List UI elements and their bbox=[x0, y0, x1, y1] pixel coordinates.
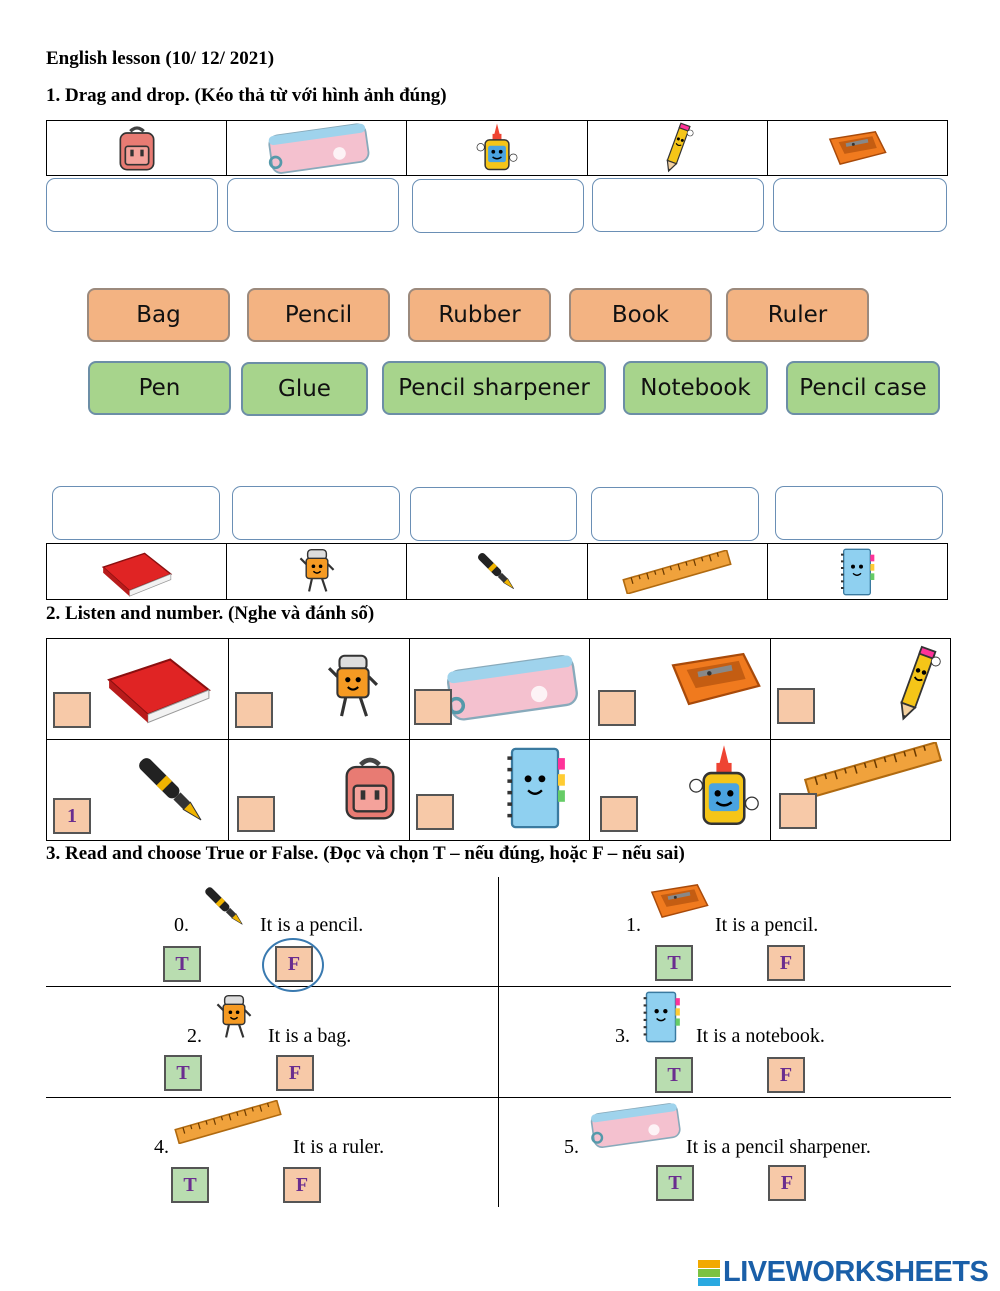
listen-number-grid bbox=[46, 638, 951, 841]
image-cell bbox=[47, 121, 227, 175]
drop-zone-top-4[interactable] bbox=[592, 178, 764, 232]
image-cell bbox=[768, 121, 947, 175]
word-chip-book[interactable]: Book bbox=[569, 288, 712, 342]
number-box[interactable] bbox=[598, 690, 636, 726]
question-number: 1. bbox=[626, 914, 641, 936]
ruler-icon bbox=[172, 1100, 284, 1144]
bottom-image-row bbox=[46, 543, 948, 600]
backpack-icon bbox=[112, 122, 162, 174]
image-cell bbox=[768, 544, 947, 599]
question-text: It is a pencil sharpener. bbox=[686, 1136, 871, 1158]
word-chip-notebook[interactable]: Notebook bbox=[623, 361, 768, 415]
answer-circle bbox=[262, 938, 324, 992]
grid-cell bbox=[229, 740, 410, 840]
section2-heading: 2. Listen and number. (Nghe và đánh số) bbox=[46, 603, 375, 624]
false-button[interactable]: F bbox=[767, 1057, 805, 1093]
page-title: English lesson (10/ 12/ 2021) bbox=[46, 48, 275, 69]
grid-cell bbox=[771, 740, 950, 840]
word-chip-pencil-case[interactable]: Pencil case bbox=[786, 361, 940, 415]
rubber-icon bbox=[299, 546, 335, 598]
question-number: 0. bbox=[174, 914, 189, 936]
pencil-case-icon bbox=[440, 649, 580, 725]
grid-cell bbox=[590, 740, 771, 840]
true-button[interactable]: T bbox=[656, 1165, 694, 1201]
true-button[interactable]: T bbox=[163, 946, 201, 982]
number-box[interactable]: 1 bbox=[53, 798, 91, 834]
image-cell bbox=[588, 544, 768, 599]
grid-cell bbox=[47, 740, 229, 840]
image-cell bbox=[227, 544, 407, 599]
grid-cell bbox=[410, 740, 590, 840]
word-chip-rubber[interactable]: Rubber bbox=[408, 288, 551, 342]
section3-heading: 3. Read and choose True or False. (Đọc và chọn T – nếu đúng, hoặc F – nếu sai) bbox=[46, 843, 685, 864]
false-button[interactable]: F bbox=[276, 1055, 314, 1091]
grid-cell bbox=[229, 639, 410, 740]
true-button[interactable]: T bbox=[655, 1057, 693, 1093]
pencil-case-icon bbox=[262, 121, 372, 175]
word-chip-pen[interactable]: Pen bbox=[88, 361, 231, 415]
image-cell bbox=[47, 544, 227, 599]
book-icon bbox=[99, 547, 175, 597]
question-number: 3. bbox=[615, 1025, 630, 1047]
glue-icon bbox=[474, 122, 520, 174]
glue-icon bbox=[686, 742, 762, 832]
true-button[interactable]: T bbox=[655, 945, 693, 981]
false-button[interactable]: F bbox=[275, 946, 313, 982]
drop-zone-top-3[interactable] bbox=[412, 179, 584, 233]
question-number: 4. bbox=[154, 1136, 169, 1158]
drop-zone-bottom-1[interactable] bbox=[52, 486, 220, 540]
question-text: It is a pencil. bbox=[260, 914, 364, 936]
notebook-icon bbox=[837, 545, 877, 599]
notebook-icon bbox=[636, 988, 686, 1046]
drop-zone-top-2[interactable] bbox=[227, 178, 399, 232]
question-number: 2. bbox=[187, 1025, 202, 1047]
drop-zone-bottom-2[interactable] bbox=[232, 486, 400, 540]
number-box[interactable] bbox=[235, 692, 273, 728]
top-image-row bbox=[46, 120, 948, 176]
number-box[interactable] bbox=[416, 794, 454, 830]
ruler-icon bbox=[620, 550, 734, 594]
number-box[interactable] bbox=[779, 793, 817, 829]
section1-heading: 1. Drag and drop. (Kéo thả từ với hình ảnh đúng) bbox=[46, 85, 447, 106]
drop-zone-bottom-4[interactable] bbox=[591, 487, 759, 541]
question-number: 5. bbox=[564, 1136, 579, 1158]
image-cell bbox=[407, 121, 587, 175]
number-box[interactable] bbox=[53, 692, 91, 728]
grid-cell bbox=[410, 639, 590, 740]
question-text: It is a notebook. bbox=[696, 1025, 825, 1047]
rubber-icon bbox=[327, 645, 379, 731]
word-chip-glue[interactable]: Glue bbox=[241, 362, 368, 416]
true-button[interactable]: T bbox=[171, 1167, 209, 1203]
brand-mark-icon bbox=[698, 1260, 720, 1286]
grid-cell bbox=[590, 639, 771, 740]
word-chip-bag[interactable]: Bag bbox=[87, 288, 230, 342]
drop-zone-bottom-3[interactable] bbox=[410, 487, 577, 541]
column-divider bbox=[498, 877, 499, 1207]
question-text: It is a ruler. bbox=[293, 1136, 385, 1158]
false-button[interactable]: F bbox=[283, 1167, 321, 1203]
brand-text: LIVEWORKSHEETS bbox=[723, 1256, 989, 1288]
true-button[interactable]: T bbox=[164, 1055, 202, 1091]
number-box[interactable] bbox=[600, 796, 638, 832]
drop-zone-bottom-5[interactable] bbox=[775, 486, 943, 540]
drop-zone-top-5[interactable] bbox=[773, 178, 947, 232]
brand-logo bbox=[698, 1256, 988, 1289]
backpack-icon bbox=[335, 742, 405, 834]
word-chip-pencil[interactable]: Pencil bbox=[247, 288, 390, 342]
number-box[interactable] bbox=[777, 688, 815, 724]
sharpener-icon bbox=[646, 878, 712, 924]
word-chip-ruler[interactable]: Ruler bbox=[726, 288, 869, 342]
grid-cell bbox=[771, 639, 950, 740]
pen-icon bbox=[198, 880, 252, 934]
sharpener-icon bbox=[824, 125, 890, 171]
ruler-icon bbox=[801, 742, 945, 798]
notebook-icon bbox=[500, 742, 570, 834]
false-button[interactable]: F bbox=[768, 1165, 806, 1201]
pen-icon bbox=[127, 746, 217, 836]
image-cell bbox=[588, 121, 768, 175]
image-cell bbox=[227, 121, 407, 175]
pencil-case-icon bbox=[586, 1100, 682, 1150]
question-text: It is a pencil. bbox=[715, 914, 819, 936]
row-divider bbox=[46, 986, 951, 987]
row-divider bbox=[46, 1097, 951, 1098]
sharpener-icon bbox=[664, 643, 766, 715]
book-icon bbox=[103, 649, 215, 725]
drop-zone-top-1[interactable] bbox=[46, 178, 218, 232]
pencil-icon bbox=[889, 641, 943, 727]
grid-cell bbox=[47, 639, 229, 740]
word-chip-pencil-sharpener[interactable]: Pencil sharpener bbox=[382, 361, 606, 415]
number-box[interactable] bbox=[237, 796, 275, 832]
pen-icon bbox=[471, 546, 523, 598]
pencil-icon bbox=[659, 121, 695, 175]
question-text: It is a bag. bbox=[268, 1025, 352, 1047]
false-button[interactable]: F bbox=[767, 945, 805, 981]
number-box[interactable] bbox=[414, 689, 452, 725]
image-cell bbox=[407, 544, 587, 599]
rubber-icon bbox=[216, 992, 252, 1044]
